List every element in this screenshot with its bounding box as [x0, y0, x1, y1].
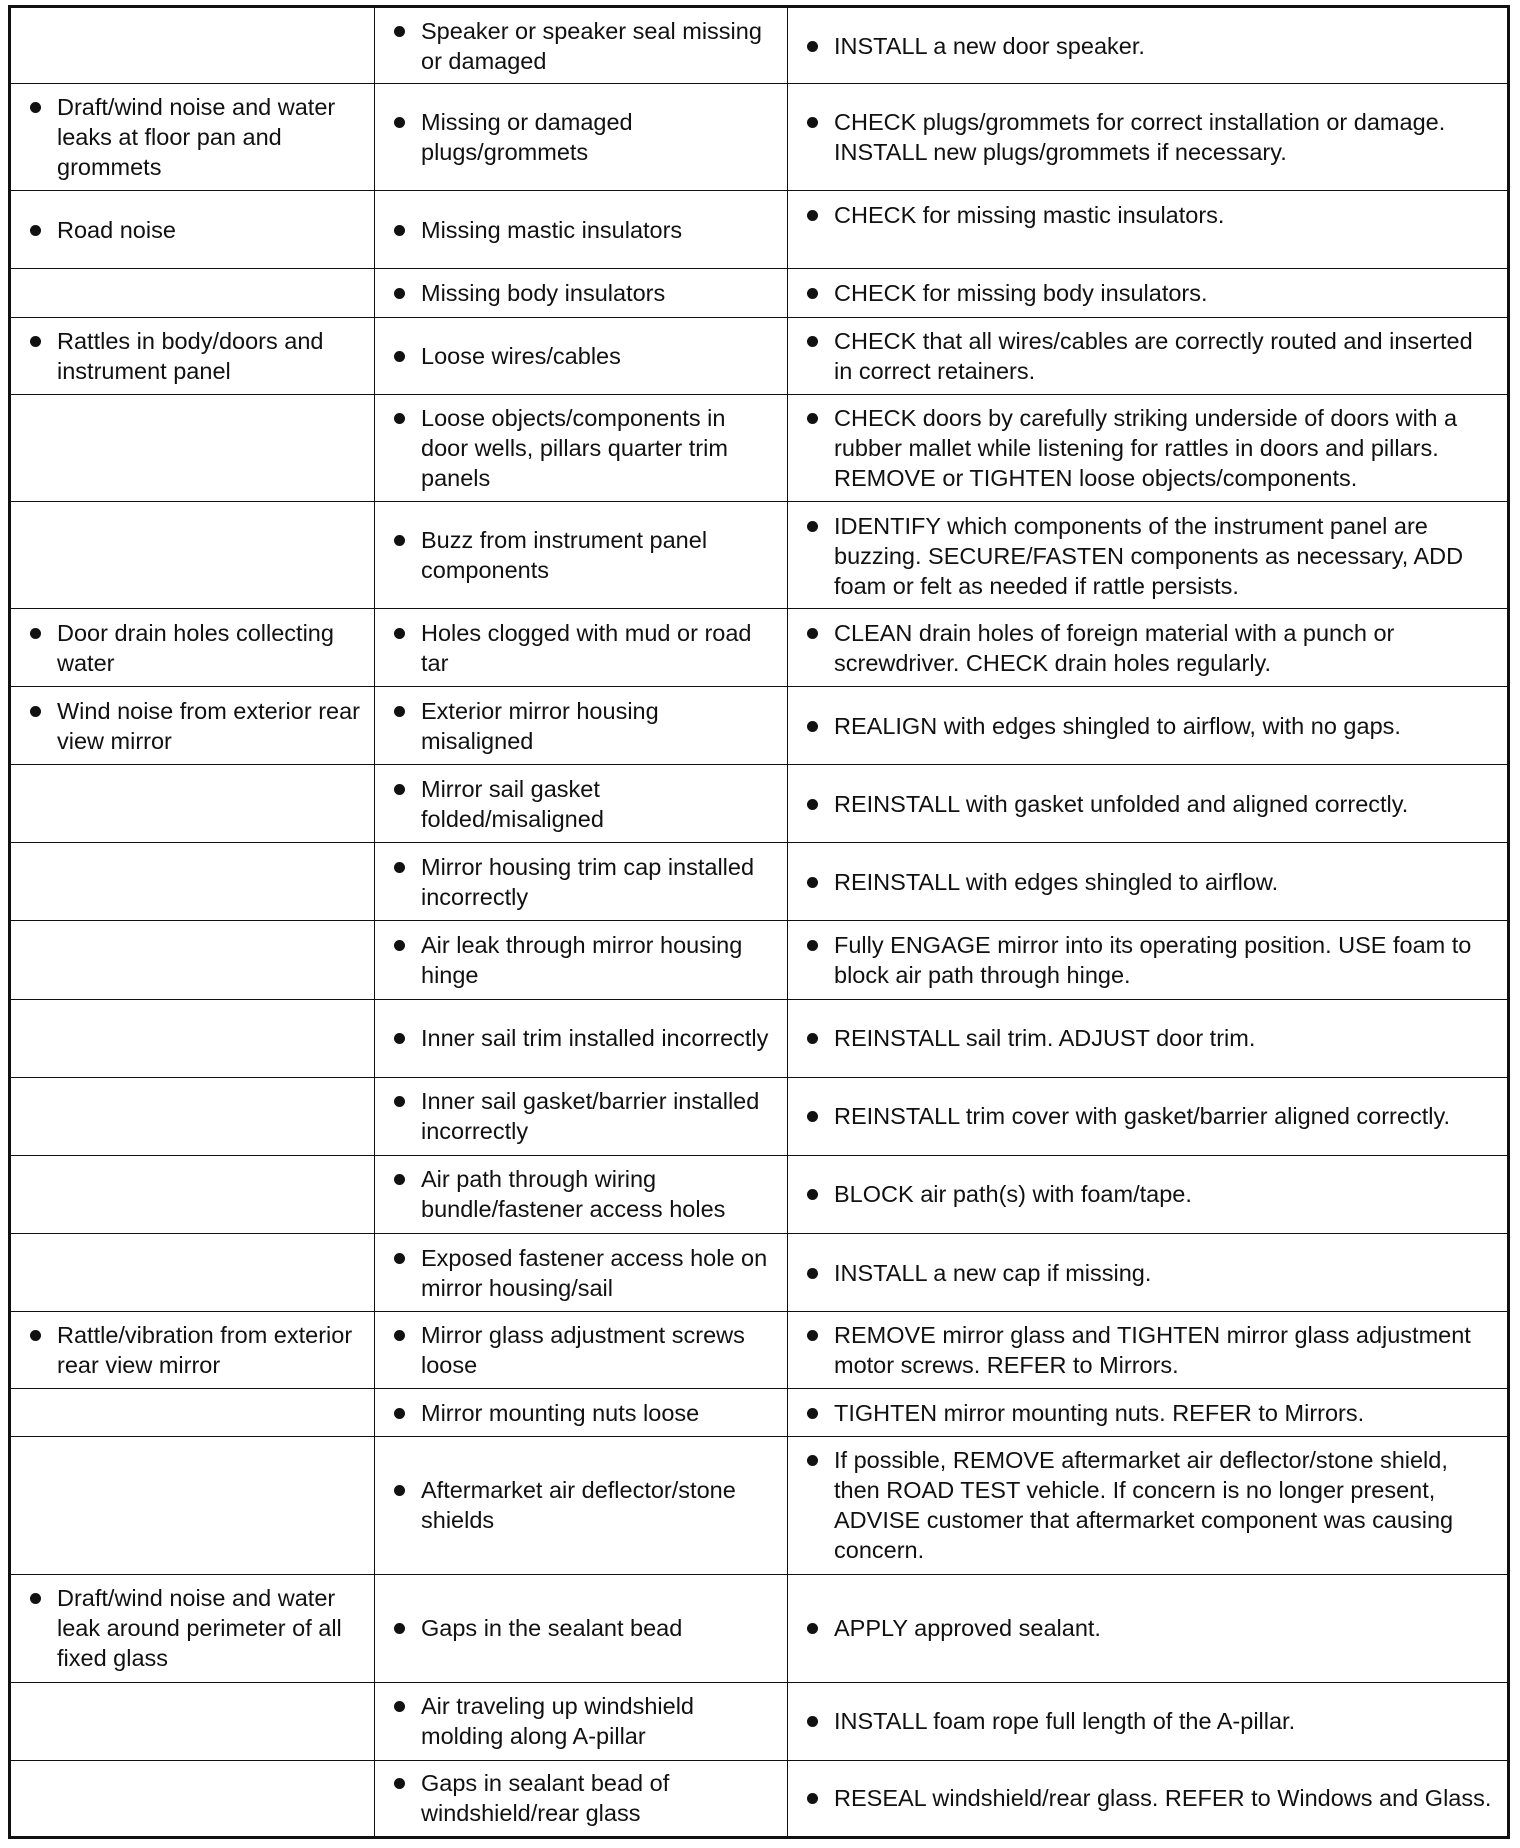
bullet-icon	[30, 628, 41, 639]
possible-source-cell	[375, 1574, 788, 1682]
cell-text: Draft/wind noise and water leak around perimeter of all fixed glass	[57, 1585, 342, 1672]
action-cell	[788, 1682, 1509, 1760]
bullet-icon	[807, 288, 818, 299]
condition-cell	[10, 501, 375, 608]
cell-text: INSTALL foam rope full length of the A-pillar.	[834, 1708, 1296, 1735]
possible-source-cell	[375, 765, 788, 843]
action-cell	[788, 1312, 1509, 1389]
bullet-item	[788, 278, 1497, 308]
bullet-icon	[807, 117, 818, 128]
bullet-icon	[394, 706, 405, 717]
bullet-icon	[807, 1716, 818, 1727]
bullet-icon	[394, 288, 405, 299]
bullet-item	[375, 525, 777, 585]
bullet-item	[788, 1320, 1497, 1380]
condition-cell	[10, 999, 375, 1077]
bullet-icon	[30, 1330, 41, 1341]
condition-cell	[10, 1077, 375, 1155]
cell-text: Wind noise from exterior rear view mirror	[57, 697, 360, 754]
condition-cell	[10, 843, 375, 921]
bullet-icon	[394, 862, 405, 873]
condition-cell	[10, 765, 375, 843]
condition-cell	[10, 394, 375, 501]
condition-cell	[10, 687, 375, 765]
cell-text: Loose objects/components in door wells, pillars quarter trim panels	[421, 404, 728, 491]
cell-text: CHECK for missing body insulators.	[834, 279, 1208, 306]
bullet-icon	[807, 877, 818, 888]
cell-text: REINSTALL sail trim. ADJUST door trim.	[834, 1025, 1256, 1052]
condition-cell	[10, 191, 375, 269]
table-row	[10, 765, 1509, 843]
bullet-item	[11, 1320, 364, 1380]
bullet-item	[375, 1243, 777, 1303]
bullet-item	[375, 1398, 777, 1428]
bullet-item	[375, 278, 777, 308]
cell-text: BLOCK air path(s) with foam/tape.	[834, 1181, 1192, 1208]
action-cell	[788, 1574, 1509, 1682]
bullet-icon	[394, 940, 405, 951]
bullet-item	[375, 403, 777, 493]
condition-cell	[10, 1312, 375, 1389]
bullet-icon	[30, 706, 41, 717]
possible-source-cell	[375, 1682, 788, 1760]
bullet-item	[788, 107, 1497, 167]
bullet-icon	[394, 784, 405, 795]
condition-cell	[10, 269, 375, 317]
possible-source-cell	[375, 1312, 788, 1389]
bullet-item	[788, 1023, 1497, 1053]
action-cell	[788, 1155, 1509, 1233]
possible-source-cell	[375, 317, 788, 394]
cell-text: Inner sail trim installed incorrectly	[421, 1025, 769, 1052]
table-row	[10, 843, 1509, 921]
table-row	[10, 1682, 1509, 1760]
bullet-item	[375, 341, 777, 371]
bullet-item	[11, 215, 364, 245]
cell-text: Draft/wind noise and water leaks at floor pan and grommets	[57, 94, 336, 181]
table-row	[10, 608, 1509, 686]
action-cell	[788, 191, 1509, 269]
condition-cell	[10, 921, 375, 999]
cell-text: Air path through wiring bundle/fastener access holes	[421, 1166, 726, 1223]
bullet-item	[788, 200, 1497, 230]
bullet-icon	[807, 1111, 818, 1122]
bullet-item	[375, 1086, 777, 1146]
bullet-icon	[807, 413, 818, 424]
bullet-icon	[807, 1189, 818, 1200]
bullet-item	[375, 16, 777, 76]
cell-text: REMOVE mirror glass and TIGHTEN mirror glass adjustment motor screws. REFER to Mirrors.	[834, 1322, 1471, 1379]
bullet-item	[788, 1258, 1497, 1288]
bullet-icon	[394, 1253, 405, 1264]
cell-text: Road noise	[57, 216, 176, 243]
bullet-item	[788, 930, 1497, 990]
bullet-item	[375, 1691, 777, 1751]
bullet-icon	[394, 225, 405, 236]
bullet-icon	[807, 940, 818, 951]
condition-cell	[10, 1760, 375, 1837]
condition-cell	[10, 1389, 375, 1437]
bullet-icon	[807, 1793, 818, 1804]
bullet-item	[788, 326, 1497, 386]
possible-source-cell	[375, 1760, 788, 1837]
bullet-icon	[807, 521, 818, 532]
cell-text: TIGHTEN mirror mounting nuts. REFER to Mirrors.	[834, 1399, 1365, 1426]
cell-text: REINSTALL with edges shingled to airflow.	[834, 868, 1279, 895]
bullet-item	[375, 1023, 777, 1053]
cell-text: REINSTALL trim cover with gasket/barrier aligned correctly.	[834, 1103, 1450, 1130]
possible-source-cell	[375, 394, 788, 501]
possible-source-cell	[375, 191, 788, 269]
bullet-item	[788, 31, 1497, 61]
action-cell	[788, 84, 1509, 191]
bullet-item	[788, 618, 1497, 678]
action-cell	[788, 317, 1509, 394]
cell-text: Air traveling up windshield molding along A-pillar	[421, 1693, 695, 1750]
possible-source-cell	[375, 1389, 788, 1437]
cell-text: Exposed fastener access hole on mirror housing/sail	[421, 1244, 768, 1301]
table-row	[10, 1389, 1509, 1437]
bullet-icon	[807, 1408, 818, 1419]
bullet-item	[788, 1101, 1497, 1131]
table-body	[10, 7, 1509, 1838]
cell-text: CHECK doors by carefully striking underside of doors with a rubber mallet while listening for rattles in doors and pillars. REMOVE or TIGHTEN loose objects/components.	[834, 404, 1458, 491]
bullet-icon	[807, 1033, 818, 1044]
possible-source-cell	[375, 1437, 788, 1574]
bullet-item	[375, 930, 777, 990]
condition-cell	[10, 317, 375, 394]
bullet-item	[11, 92, 364, 182]
bullet-item	[375, 696, 777, 756]
action-cell	[788, 1437, 1509, 1574]
cell-text: Exterior mirror housing misaligned	[421, 697, 659, 754]
action-cell	[788, 1233, 1509, 1311]
action-cell	[788, 501, 1509, 608]
bullet-icon	[807, 1330, 818, 1341]
bullet-item	[788, 867, 1497, 897]
bullet-icon	[30, 336, 41, 347]
bullet-item	[375, 107, 777, 167]
bullet-item	[11, 618, 364, 678]
bullet-item	[375, 618, 777, 678]
cell-text: INSTALL a new cap if missing.	[834, 1259, 1152, 1286]
cell-text: Buzz from instrument panel components	[421, 526, 708, 583]
cell-text: Mirror sail gasket folded/misaligned	[421, 775, 604, 832]
cell-text: Air leak through mirror housing hinge	[421, 932, 743, 989]
bullet-icon	[807, 336, 818, 347]
table-row	[10, 269, 1509, 317]
condition-cell	[10, 1155, 375, 1233]
cell-text: Speaker or speaker seal missing or damaged	[421, 17, 762, 74]
table-row	[10, 7, 1509, 84]
cell-text: If possible, REMOVE aftermarket air deflector/stone shield, then ROAD TEST vehicle. If concern is no longer present, ADVISE customer that aftermarket component was causing concern.	[834, 1447, 1454, 1564]
condition-cell	[10, 7, 375, 84]
cell-text: Fully ENGAGE mirror into its operating position. USE foam to block air path through hinge.	[834, 932, 1472, 989]
possible-source-cell	[375, 687, 788, 765]
bullet-icon	[30, 225, 41, 236]
bullet-icon	[807, 1268, 818, 1279]
cell-text: CLEAN drain holes of foreign material with a punch or screwdriver. CHECK drain holes regularly.	[834, 619, 1395, 676]
cell-text: APPLY approved sealant.	[834, 1615, 1101, 1642]
condition-cell	[10, 1574, 375, 1682]
bullet-icon	[394, 1096, 405, 1107]
cell-text: Missing body insulators	[421, 279, 666, 306]
bullet-item	[375, 215, 777, 245]
bullet-item	[788, 1706, 1497, 1736]
cell-text: IDENTIFY which components of the instrument panel are buzzing. SECURE/FASTEN components as necessary, ADD foam or felt as needed if rattle persists.	[834, 512, 1464, 599]
bullet-item	[375, 1164, 777, 1224]
possible-source-cell	[375, 1077, 788, 1155]
cell-text: Missing mastic insulators	[421, 216, 683, 243]
table-row	[10, 84, 1509, 191]
bullet-icon	[394, 1485, 405, 1496]
bullet-icon	[394, 1174, 405, 1185]
action-cell	[788, 921, 1509, 999]
bullet-item	[788, 1445, 1497, 1565]
table-row	[10, 687, 1509, 765]
cell-text: Door drain holes collecting water	[57, 619, 334, 676]
cell-text: Missing or damaged plugs/grommets	[421, 109, 633, 166]
bullet-icon	[394, 1330, 405, 1341]
cell-text: Rattles in body/doors and instrument panel	[57, 327, 324, 384]
bullet-item	[788, 1783, 1497, 1813]
possible-source-cell	[375, 999, 788, 1077]
bullet-icon	[394, 1033, 405, 1044]
bullet-icon	[807, 41, 818, 52]
cell-text: Aftermarket air deflector/stone shields	[421, 1477, 736, 1534]
table-row	[10, 1233, 1509, 1311]
cell-text: INSTALL a new door speaker.	[834, 32, 1145, 59]
possible-source-cell	[375, 608, 788, 686]
cell-text: Mirror mounting nuts loose	[421, 1399, 700, 1426]
action-cell	[788, 999, 1509, 1077]
bullet-item	[788, 1179, 1497, 1209]
bullet-icon	[394, 26, 405, 37]
bullet-icon	[30, 1593, 41, 1604]
bullet-item	[788, 403, 1497, 493]
possible-source-cell	[375, 501, 788, 608]
table-row	[10, 191, 1509, 269]
bullet-item	[375, 1320, 777, 1380]
bullet-icon	[394, 628, 405, 639]
cell-text: Mirror housing trim cap installed incorrectly	[421, 853, 755, 910]
bullet-item	[788, 511, 1497, 601]
table-row	[10, 1077, 1509, 1155]
bullet-icon	[807, 210, 818, 221]
possible-source-cell	[375, 7, 788, 84]
cell-text: Inner sail gasket/barrier installed incorrectly	[421, 1088, 760, 1145]
bullet-icon	[394, 413, 405, 424]
bullet-icon	[394, 1623, 405, 1634]
bullet-item	[11, 696, 364, 756]
cell-text: REINSTALL with gasket unfolded and aligned correctly.	[834, 790, 1409, 817]
possible-source-cell	[375, 1233, 788, 1311]
action-cell	[788, 608, 1509, 686]
bullet-icon	[394, 1408, 405, 1419]
condition-cell	[10, 1437, 375, 1574]
condition-cell	[10, 1682, 375, 1760]
cell-text: Holes clogged with mud or road tar	[421, 619, 752, 676]
diagnosis-table	[8, 5, 1510, 1839]
bullet-item	[788, 789, 1497, 819]
action-cell	[788, 269, 1509, 317]
table-row	[10, 1437, 1509, 1574]
bullet-item	[375, 1613, 777, 1643]
bullet-item	[788, 1398, 1497, 1428]
action-cell	[788, 1760, 1509, 1837]
cell-text: Mirror glass adjustment screws loose	[421, 1322, 745, 1379]
action-cell	[788, 394, 1509, 501]
cell-text: Gaps in the sealant bead	[421, 1615, 683, 1642]
action-cell	[788, 687, 1509, 765]
table-row	[10, 394, 1509, 501]
cell-text: Rattle/vibration from exterior rear view mirror	[57, 1322, 353, 1379]
bullet-icon	[807, 799, 818, 810]
cell-text: CHECK for missing mastic insulators.	[834, 202, 1225, 229]
bullet-icon	[807, 1623, 818, 1634]
bullet-item	[375, 852, 777, 912]
bullet-icon	[807, 721, 818, 732]
condition-cell	[10, 1233, 375, 1311]
cell-text: REALIGN with edges shingled to airflow, with no gaps.	[834, 712, 1401, 739]
cell-text: CHECK plugs/grommets for correct installation or damage. INSTALL new plugs/grommets if necessary.	[834, 109, 1446, 166]
table-row	[10, 1155, 1509, 1233]
bullet-icon	[394, 351, 405, 362]
bullet-item	[11, 326, 364, 386]
table-row	[10, 317, 1509, 394]
action-cell	[788, 843, 1509, 921]
bullet-icon	[807, 1455, 818, 1466]
bullet-icon	[807, 628, 818, 639]
bullet-item	[788, 1613, 1497, 1643]
condition-cell	[10, 608, 375, 686]
cell-text: CHECK that all wires/cables are correctly routed and inserted in correct retainers.	[834, 327, 1473, 384]
table-row	[10, 999, 1509, 1077]
table-row	[10, 1312, 1509, 1389]
bullet-icon	[394, 1778, 405, 1789]
bullet-icon	[394, 1701, 405, 1712]
cell-text: RESEAL windshield/rear glass. REFER to Windows and Glass.	[834, 1785, 1492, 1812]
table-row	[10, 1574, 1509, 1682]
table-row	[10, 921, 1509, 999]
condition-cell	[10, 84, 375, 191]
bullet-icon	[30, 102, 41, 113]
action-cell	[788, 1389, 1509, 1437]
action-cell	[788, 7, 1509, 84]
cell-text: Gaps in sealant bead of windshield/rear glass	[421, 1770, 670, 1827]
action-cell	[788, 765, 1509, 843]
bullet-item	[788, 711, 1497, 741]
table-row	[10, 501, 1509, 608]
possible-source-cell	[375, 84, 788, 191]
possible-source-cell	[375, 1155, 788, 1233]
bullet-icon	[394, 535, 405, 546]
bullet-item	[375, 774, 777, 834]
possible-source-cell	[375, 269, 788, 317]
action-cell	[788, 1077, 1509, 1155]
table-row	[10, 1760, 1509, 1837]
bullet-item	[375, 1768, 777, 1828]
possible-source-cell	[375, 921, 788, 999]
cell-text: Loose wires/cables	[421, 342, 621, 369]
bullet-item	[375, 1475, 777, 1535]
bullet-icon	[394, 117, 405, 128]
bullet-item	[11, 1583, 364, 1673]
possible-source-cell	[375, 843, 788, 921]
